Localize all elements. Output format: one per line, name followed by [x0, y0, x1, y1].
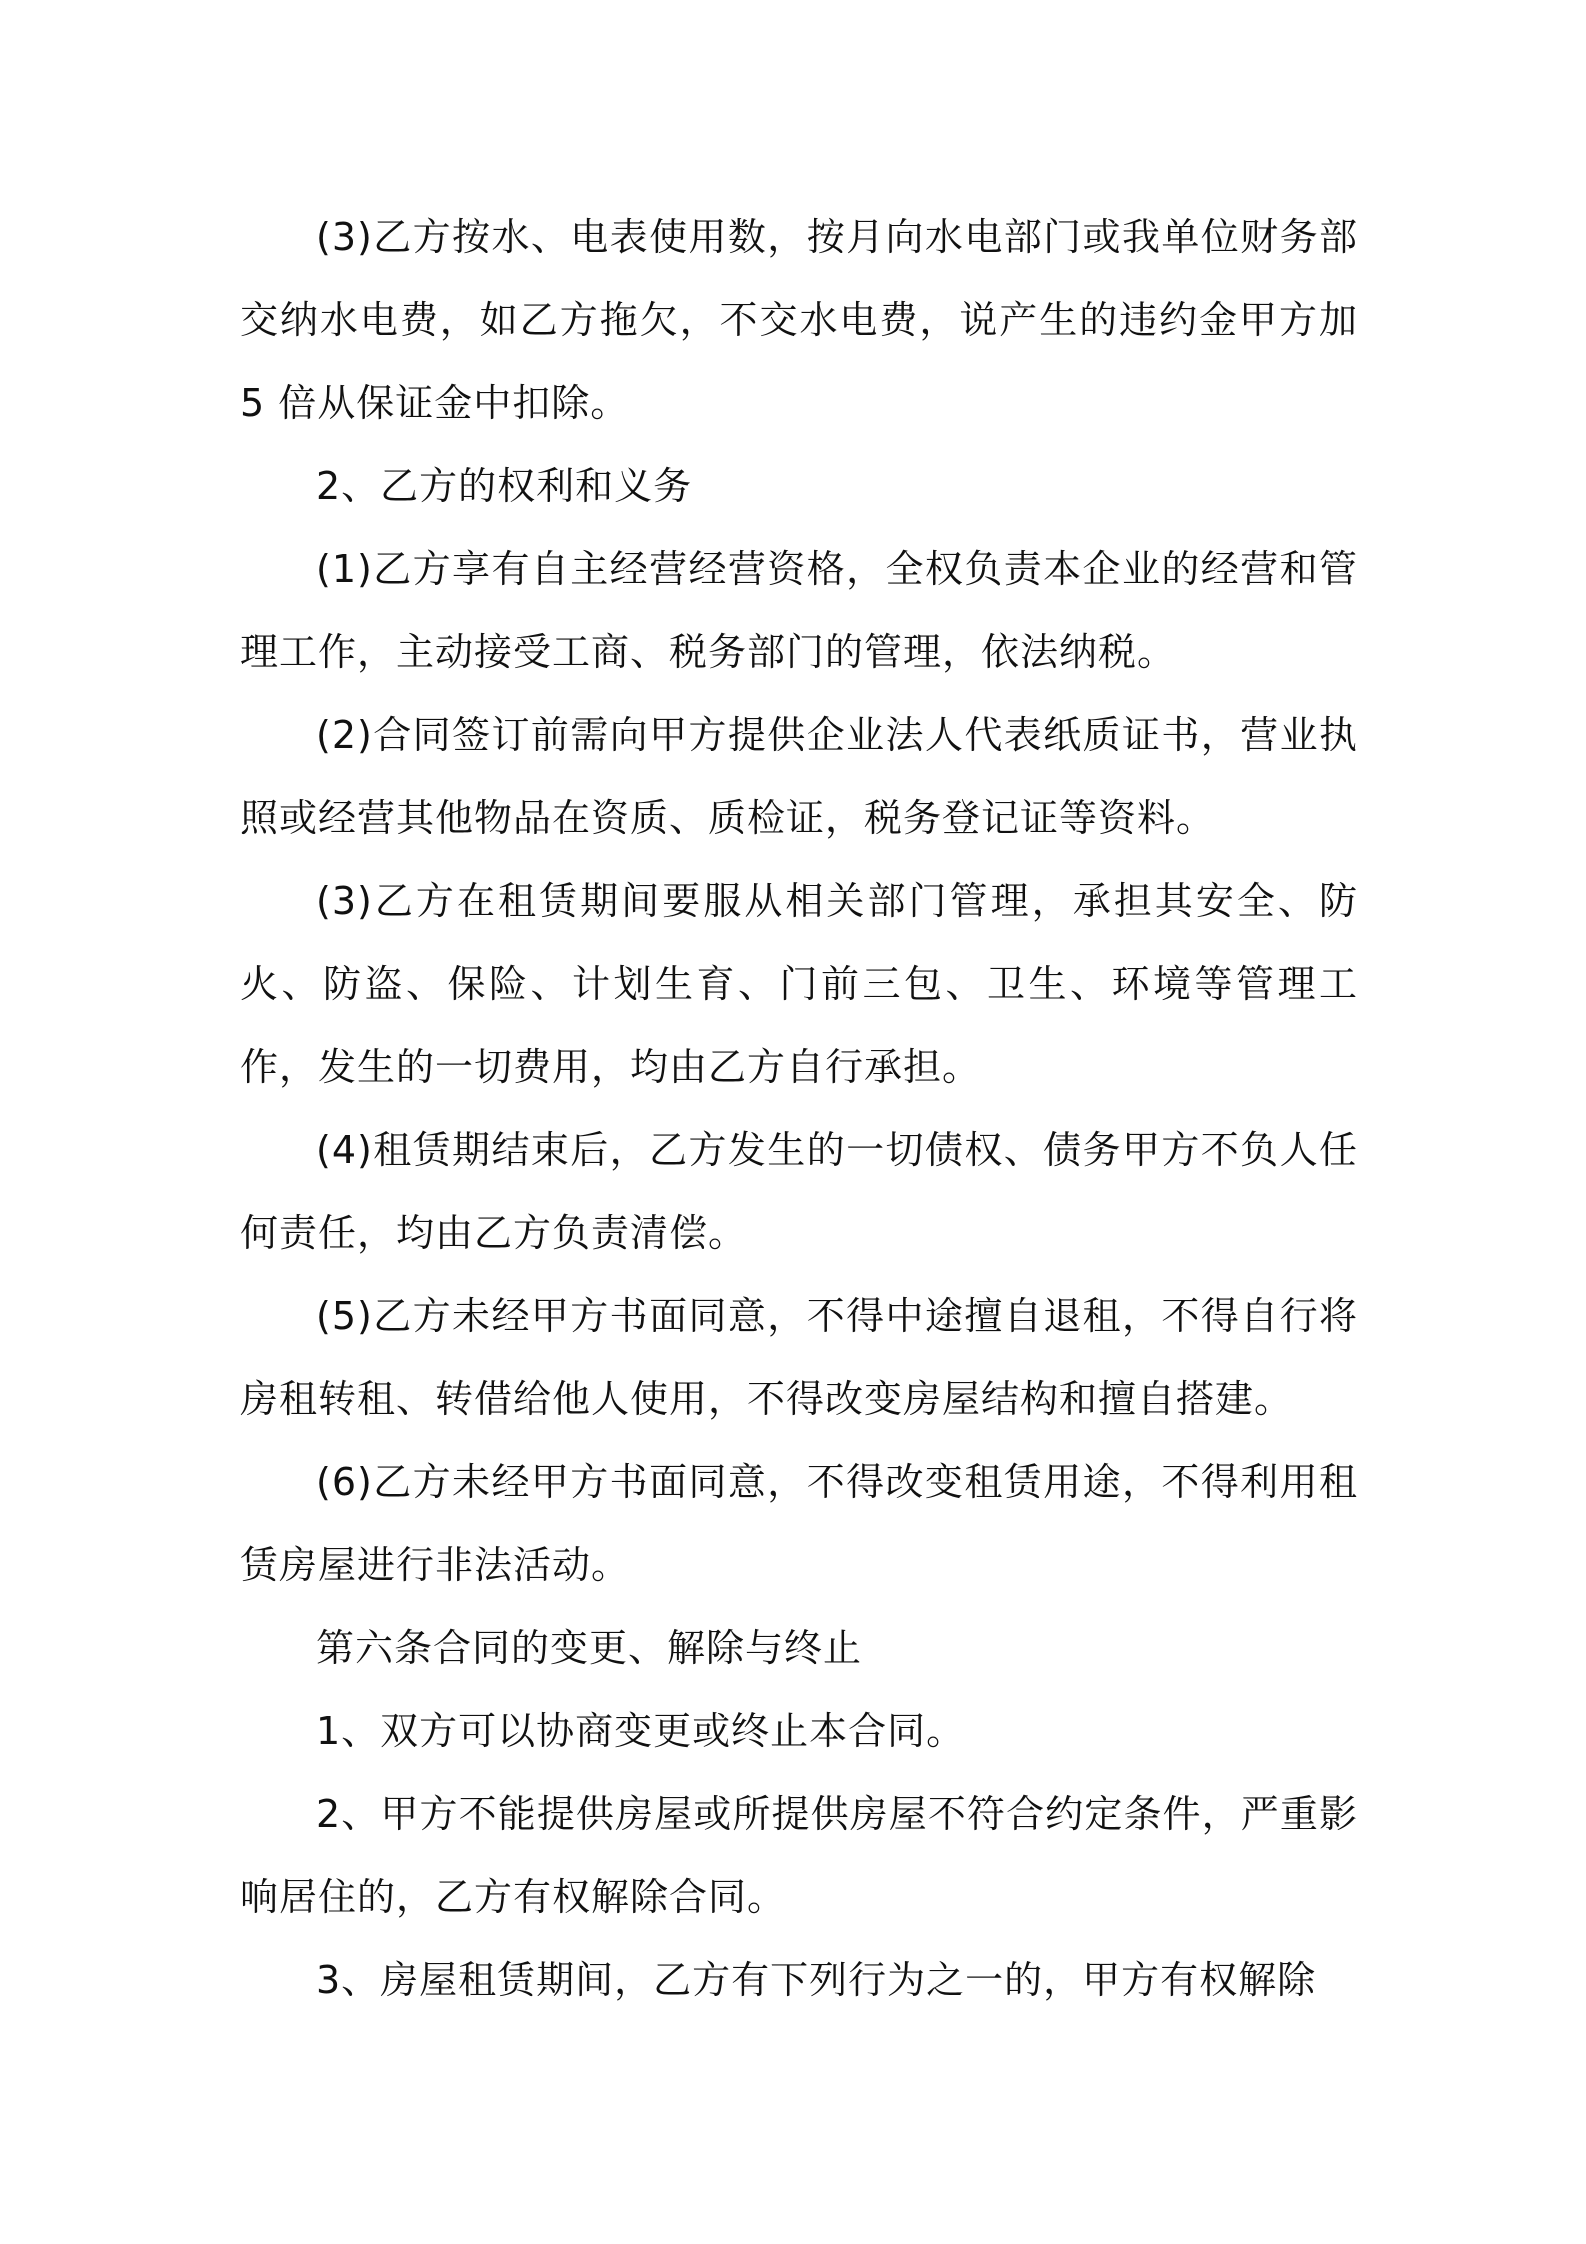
- paragraph-water-electricity-fees: (3)乙方按水、电表使用数，按月向水电部门或我单位财务部交纳水电费，如乙方拖欠，不交水电费，说产生的违约金甲方加 5 倍从保证金中扣除。: [240, 215, 1358, 425]
- paragraph-article6-1: 1、双方可以协商变更或终止本合同。: [316, 1709, 966, 1753]
- paragraph-b-5: (5)乙方未经甲方书面同意，不得中途擅自退租，不得自行将房租转租、转借给他人使用，不得改变房屋结构和擅自搭建。: [240, 1294, 1358, 1421]
- document-body: [240, 196, 1358, 2022]
- paragraph-article6-2: 2、甲方不能提供房屋或所提供房屋不符合约定条件，严重影响居住的，乙方有权解除合同。: [240, 1792, 1358, 1919]
- paragraph-article6-3: 3、房屋租赁期间，乙方有下列行为之一的，甲方有权解除: [316, 1958, 1317, 2002]
- paragraph-b-4: (4)租赁期结束后，乙方发生的一切债权、债务甲方不负人任何责任，均由乙方负责清偿。: [240, 1128, 1358, 1255]
- article-six-heading: 第六条合同的变更、解除与终止: [316, 1626, 863, 1670]
- heading-party-b-rights-obligations: 2、乙方的权利和义务: [316, 464, 693, 508]
- paragraph-b-3: (3)乙方在租赁期间要服从相关部门管理，承担其安全、防火、防盗、保险、计划生育、门前三包、卫生、环境等管理工作，发生的一切费用，均由乙方自行承担。: [240, 879, 1358, 1089]
- paragraph-b-6: (6)乙方未经甲方书面同意，不得改变租赁用途，不得利用租赁房屋进行非法活动。: [240, 1460, 1358, 1587]
- paragraph-b-2: (2)合同签订前需向甲方提供企业法人代表纸质证书，营业执照或经营其他物品在资质、质检证，税务登记证等资料。: [240, 713, 1358, 840]
- paragraph-b-1: (1)乙方享有自主经营经营资格，全权负责本企业的经营和管理工作，主动接受工商、税务部门的管理，依法纳税。: [240, 547, 1358, 674]
